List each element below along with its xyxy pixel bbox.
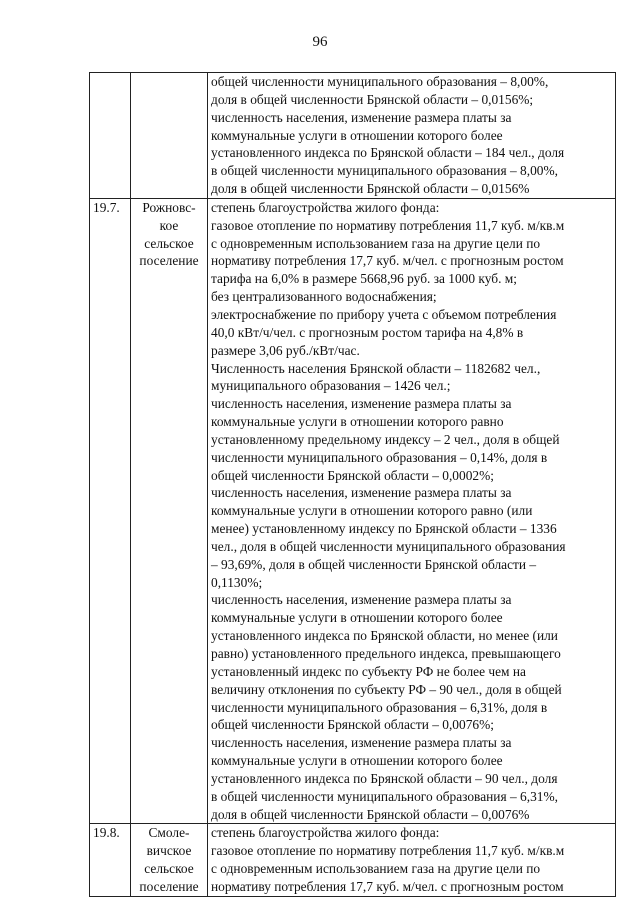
description-line: численность населения, изменение размера платы за xyxy=(211,396,512,412)
description-line: с одновременным использованием газа на другие цели по xyxy=(211,861,541,877)
description-line: численность населения, изменение размера платы за xyxy=(211,485,512,501)
description-line: доля в общей численности Брянской области – 0,0076% xyxy=(211,806,530,822)
description-line: в общей численности муниципального образования – 6,31%, xyxy=(211,788,558,804)
description-line: степень благоустройства жилого фонда: xyxy=(211,825,440,841)
description-line: общей численности муниципального образования – 8,00%, xyxy=(211,74,549,89)
description-line: установленному предельному индексу – 2 чел., доля в общей xyxy=(211,431,560,447)
description-line: электроснабжение по прибору учета с объемом потребления xyxy=(211,306,557,322)
description-line: – 93,69%, доля в общей численности Брянской области – xyxy=(211,556,537,572)
description-line: степень благоустройства жилого фонда: xyxy=(211,199,440,215)
description-line: 0,1130%; xyxy=(211,574,263,590)
row-number-cell xyxy=(90,73,131,199)
description-line: нормативу потребления 17,7 куб. м/чел. с прогнозным ростом xyxy=(211,878,564,894)
description-line: чел., доля в общей численности муниципального образования xyxy=(211,538,566,554)
settlement-name-line: сельское xyxy=(144,235,194,251)
description-line: равно) установленного предельного индекса, превышающего xyxy=(211,646,561,661)
row-number-cell: 19.8. xyxy=(90,824,131,896)
description-line: численности муниципального образования – 6,31%, доля в xyxy=(211,699,548,715)
settlement-name-line: Смоле- xyxy=(148,825,190,841)
description-line: численность населения, изменение размера платы за xyxy=(211,735,512,751)
description-line: коммунальные услуги в отношении которого равно (или xyxy=(211,503,533,519)
settlement-name-line: кое xyxy=(159,217,179,233)
description-line: Численность населения Брянской области – 1182682 чел., xyxy=(211,360,541,376)
description-line: величину отклонения по субъекту РФ – 90 чел., доля в общей xyxy=(211,681,562,697)
settlement-name-line: поселение xyxy=(139,878,199,894)
description-line: численность населения, изменение размера платы за xyxy=(211,109,512,125)
description-line: в общей численности муниципального образования – 8,00%, xyxy=(211,163,558,179)
settlement-name-line: Рожновс- xyxy=(142,199,196,215)
description-line: без централизованного водоснабжения; xyxy=(211,289,437,305)
description-line: 40,0 кВт/ч/чел. с прогнозным ростом тарифа на 4,8% в xyxy=(211,324,524,340)
table-row xyxy=(90,198,616,824)
description-line: установленный индекс по субъекту РФ не более чем на xyxy=(211,663,526,679)
settlement-name-cell xyxy=(131,824,208,896)
description-line: коммунальные услуги в отношении которого более xyxy=(211,127,503,143)
description-cell xyxy=(208,73,616,199)
tariff-table xyxy=(89,72,616,897)
description-line: размере 3,06 руб./кВт/час. xyxy=(211,342,360,358)
description-line: муниципального образования – 1426 чел.; xyxy=(211,378,451,394)
description-line: установленного индекса по Брянской области – 90 чел., доля xyxy=(211,770,558,786)
table-row xyxy=(90,824,616,896)
row-number-cell: 19.7. xyxy=(90,198,131,824)
description-line: численности муниципального образования – 0,14%, доля в xyxy=(211,449,548,465)
settlement-name-line: вичское xyxy=(146,843,192,859)
description-line: менее) установленному индексу по Брянской области – 1336 xyxy=(211,521,557,537)
settlement-name-cell xyxy=(131,73,208,199)
description-line: коммунальные услуги в отношении которого более xyxy=(211,753,503,769)
description-line: установленного индекса по Брянской области – 184 чел., доля xyxy=(211,145,565,161)
description-line: нормативу потребления 17,7 куб. м/чел. с прогнозным ростом xyxy=(211,253,564,269)
description-line: доля в общей численности Брянской области – 0,0156% xyxy=(211,181,530,197)
description-line: тарифа на 6,0% в размере 5668,96 руб. за 1000 куб. м; xyxy=(211,271,517,287)
description-line: численность населения, изменение размера платы за xyxy=(211,592,512,608)
description-line: установленного индекса по Брянской области, но менее (или xyxy=(211,628,558,644)
table-row xyxy=(90,73,616,199)
description-cell xyxy=(208,824,616,896)
description-line: общей численности Брянской области – 0,0002%; xyxy=(211,467,494,483)
settlement-name-line: сельское xyxy=(144,861,194,877)
page-number: 96 xyxy=(312,34,328,50)
table-body xyxy=(90,73,616,897)
description-line: коммунальные услуги в отношении которого равно xyxy=(211,414,504,430)
description-line: доля в общей численности Брянской области – 0,0156%; xyxy=(211,91,534,107)
description-cell xyxy=(208,198,616,824)
settlement-name-cell xyxy=(131,198,208,824)
description-line: газовое отопление по нормативу потребления 11,7 куб. м/кв.м xyxy=(211,843,565,859)
description-line: с одновременным использованием газа на другие цели по xyxy=(211,235,541,251)
description-line: общей численности Брянской области – 0,0076%; xyxy=(211,717,494,733)
description-line: коммунальные услуги в отношении которого более xyxy=(211,610,503,626)
settlement-name-line: поселение xyxy=(139,253,199,269)
description-line: газовое отопление по нормативу потребления 11,7 куб. м/кв.м xyxy=(211,217,565,233)
